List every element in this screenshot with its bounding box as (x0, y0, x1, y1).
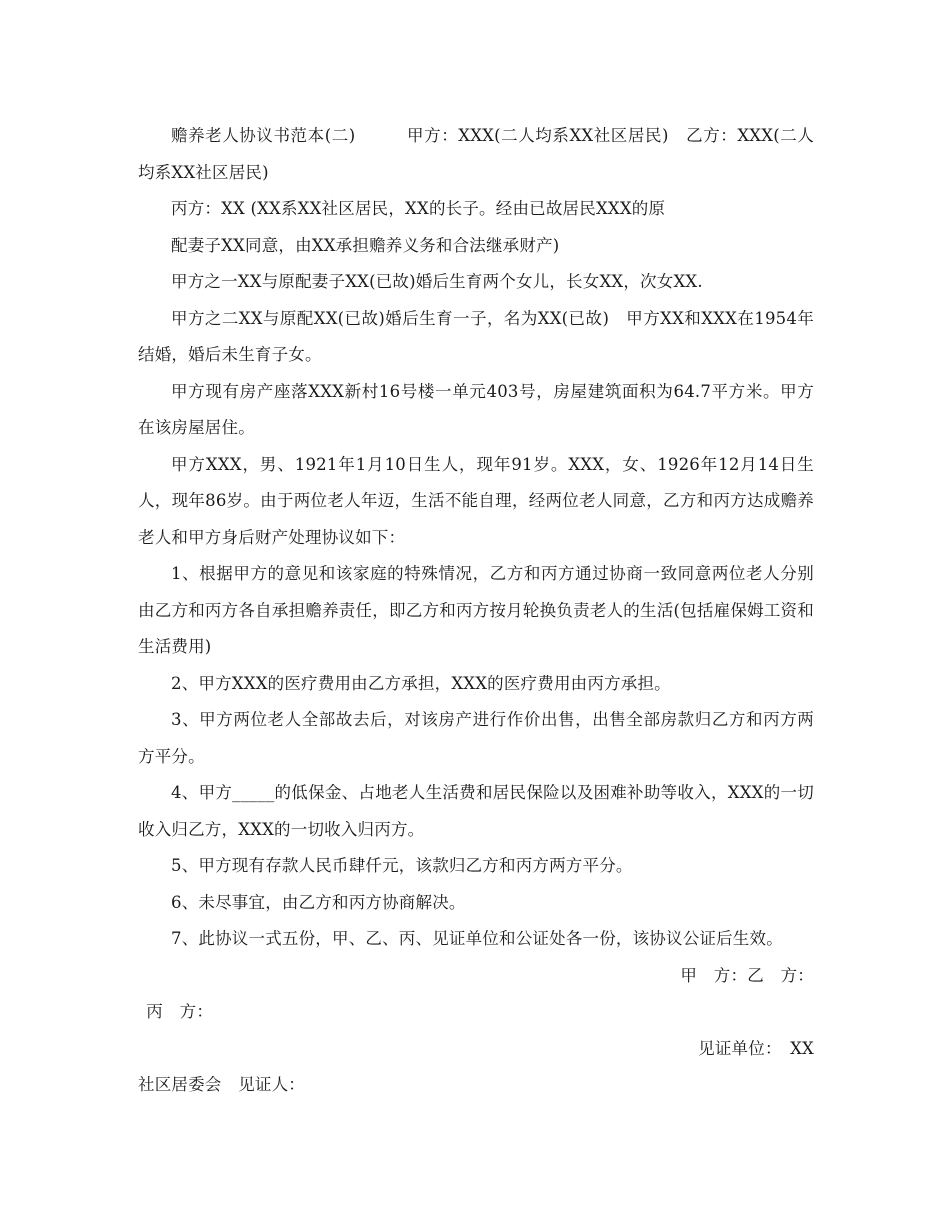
paragraph-party-a-second: 甲方之二XX与原配XX(已故)婚后生育一子，名为XX(已故) 甲方XX和XXX在1954年结婚，婚后未生育子女。 (138, 308, 814, 364)
clause-2: 2、甲方XXX的医疗费用由乙方承担，XXX的医疗费用由丙方承担。 (171, 673, 671, 693)
title-and-parties: 赡养老人协议书范本(二) 甲方：XXX(二人均系XX社区居民) 乙方：XXX(二人均系XX社区居民) (138, 126, 814, 182)
party-c-line-2: 配妻子XX同意，由XX承担赡养义务和合法继承财产) (171, 235, 560, 255)
clause-5: 5、甲方现有存款人民币肆仟元，该款归乙方和丙方两方平分。 (171, 856, 633, 875)
signature-party-c: 丙 方： (146, 1002, 214, 1021)
clause-6: 6、未尽事宜，由乙方和丙方协商解决。 (171, 892, 466, 912)
signature-witness: 社区居委会 见证人： (138, 1075, 305, 1094)
party-c-line-1: 丙方：XX (XX系XX社区居民，XX的长子。经由已故居民XXX的原 (171, 199, 666, 218)
paragraph-elders: 甲方XXX，男、1921年1月10日生人，现年91岁。XXX，女、1926年12月14日生人，现年86岁。由于两位老人年迈，生活不能自理，经两位老人同意，乙方和丙方达成赡养老人和甲方身后财产处理协议如下： (138, 454, 814, 547)
signature-witness-unit: 见证单位： XX (698, 1038, 814, 1058)
clause-4: 4、甲方_____的低保金、占地老人生活费和居民保险以及困难补助等收入，XXX的一切收入归乙方，XXX的一切收入归丙方。 (138, 783, 814, 839)
clause-3: 3、甲方两位老人全部故去后，对该房产进行作价出售，出售全部房款归乙方和丙方两方平分。 (138, 710, 814, 766)
paragraph-party-a-first: 甲方之一XX与原配妻子XX(已故)婚后生育两个女儿，长女XX，次女XX. (171, 272, 703, 291)
clause-7: 7、此协议一式五份，甲、乙、丙、见证单位和公证处各一份，该协议公证后生效。 (171, 929, 783, 948)
signature-party-a-b: 甲 方：乙 方： (680, 965, 814, 985)
paragraph-property: 甲方现有房产座落XXX新村16号楼一单元403号，房屋建筑面积为64.7平方米。甲方在该房屋居住。 (138, 381, 814, 437)
agreement-body (138, 118, 814, 1104)
clause-1: 1、根据甲方的意见和该家庭的特殊情况，乙方和丙方通过协商一致同意两位老人分别由乙方和丙方各自承担赡养责任，即乙方和丙方按月轮换负责老人的生活(包括雇保姆工资和生活费用) (138, 564, 814, 656)
